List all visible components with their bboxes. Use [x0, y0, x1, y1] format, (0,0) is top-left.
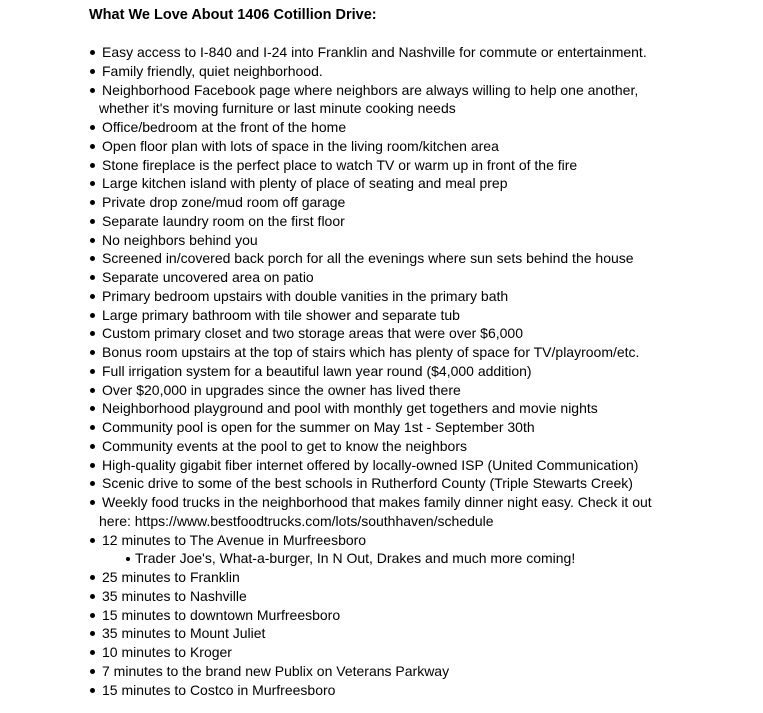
list-item: Private drop zone/mud room off garage — [89, 193, 749, 212]
list-item: 12 minutes to The Avenue in Murfreesboro Trader Joe's, What-a-burger, In N Out, Drakes and much more coming! — [89, 531, 749, 569]
sub-list-item: Trader Joe's, What-a-burger, In N Out, Drakes and much more coming! — [102, 549, 749, 568]
list-item: Full irrigation system for a beautiful lawn year round ($4,000 addition) — [89, 362, 749, 381]
list-item: Community events at the pool to get to know the neighbors — [89, 437, 749, 456]
list-item: Open floor plan with lots of space in the living room/kitchen area — [89, 137, 749, 156]
document-title: What We Love About 1406 Cotillion Drive: — [89, 7, 377, 23]
list-item: 35 minutes to Mount Juliet — [89, 624, 749, 643]
list-item: Neighborhood Facebook page where neighbors are always willing to help one another, whether it's moving furniture or last minute cooking needs — [89, 81, 749, 119]
list-item: Custom primary closet and two storage areas that were over $6,000 — [89, 324, 749, 343]
list-item: Large kitchen island with plenty of place of seating and meal prep — [89, 174, 749, 193]
list-item: Over $20,000 in upgrades since the owner has lived there — [89, 381, 749, 400]
list-item: Large primary bathroom with tile shower and separate tub — [89, 306, 749, 325]
document — [89, 6, 749, 699]
list-item: Easy access to I-840 and I-24 into Franklin and Nashville for commute or entertainment. — [89, 43, 749, 62]
list-item: 25 minutes to Franklin — [89, 568, 749, 587]
list-item: 10 minutes to Kroger — [89, 643, 749, 662]
list-item: Office/bedroom at the front of the home — [89, 118, 749, 137]
list-item: Family friendly, quiet neighborhood. — [89, 62, 749, 81]
list-item: Screened in/covered back porch for all the evenings where sun sets behind the house — [89, 249, 749, 268]
list-item: Weekly food trucks in the neighborhood that makes family dinner night easy. Check it out here: https://www.bestfoodtrucks.com/lots/southhaven/schedule — [89, 493, 749, 531]
list-item: 7 minutes to the brand new Publix on Veterans Parkway — [89, 662, 749, 681]
sub-list — [102, 549, 749, 568]
list-item-continuation: whether it's moving furniture or last minute cooking needs — [99, 100, 456, 117]
list-item: Community pool is open for the summer on May 1st - September 30th — [89, 418, 749, 437]
feature-list — [89, 43, 749, 699]
list-item: Primary bedroom upstairs with double vanities in the primary bath — [89, 287, 749, 306]
list-item: Neighborhood playground and pool with monthly get togethers and movie nights — [89, 399, 749, 418]
food-truck-link: here: https://www.bestfoodtrucks.com/lots/southhaven/schedule — [99, 512, 494, 529]
list-item: No neighbors behind you — [89, 231, 749, 250]
list-item: 15 minutes to downtown Murfreesboro — [89, 606, 749, 625]
list-item: Bonus room upstairs at the top of stairs which has plenty of space for TV/playroom/etc. — [89, 343, 749, 362]
list-item: Separate laundry room on the first floor — [89, 212, 749, 231]
list-item: 35 minutes to Nashville — [89, 587, 749, 606]
list-item: Scenic drive to some of the best schools in Rutherford County (Triple Stewarts Creek) — [89, 474, 749, 493]
list-item: 15 minutes to Costco in Murfreesboro — [89, 681, 749, 700]
list-item: High-quality gigabit fiber internet offered by locally-owned ISP (United Communication) — [89, 456, 749, 475]
list-item: Separate uncovered area on patio — [89, 268, 749, 287]
list-item: Stone fireplace is the perfect place to watch TV or warm up in front of the fire — [89, 156, 749, 175]
